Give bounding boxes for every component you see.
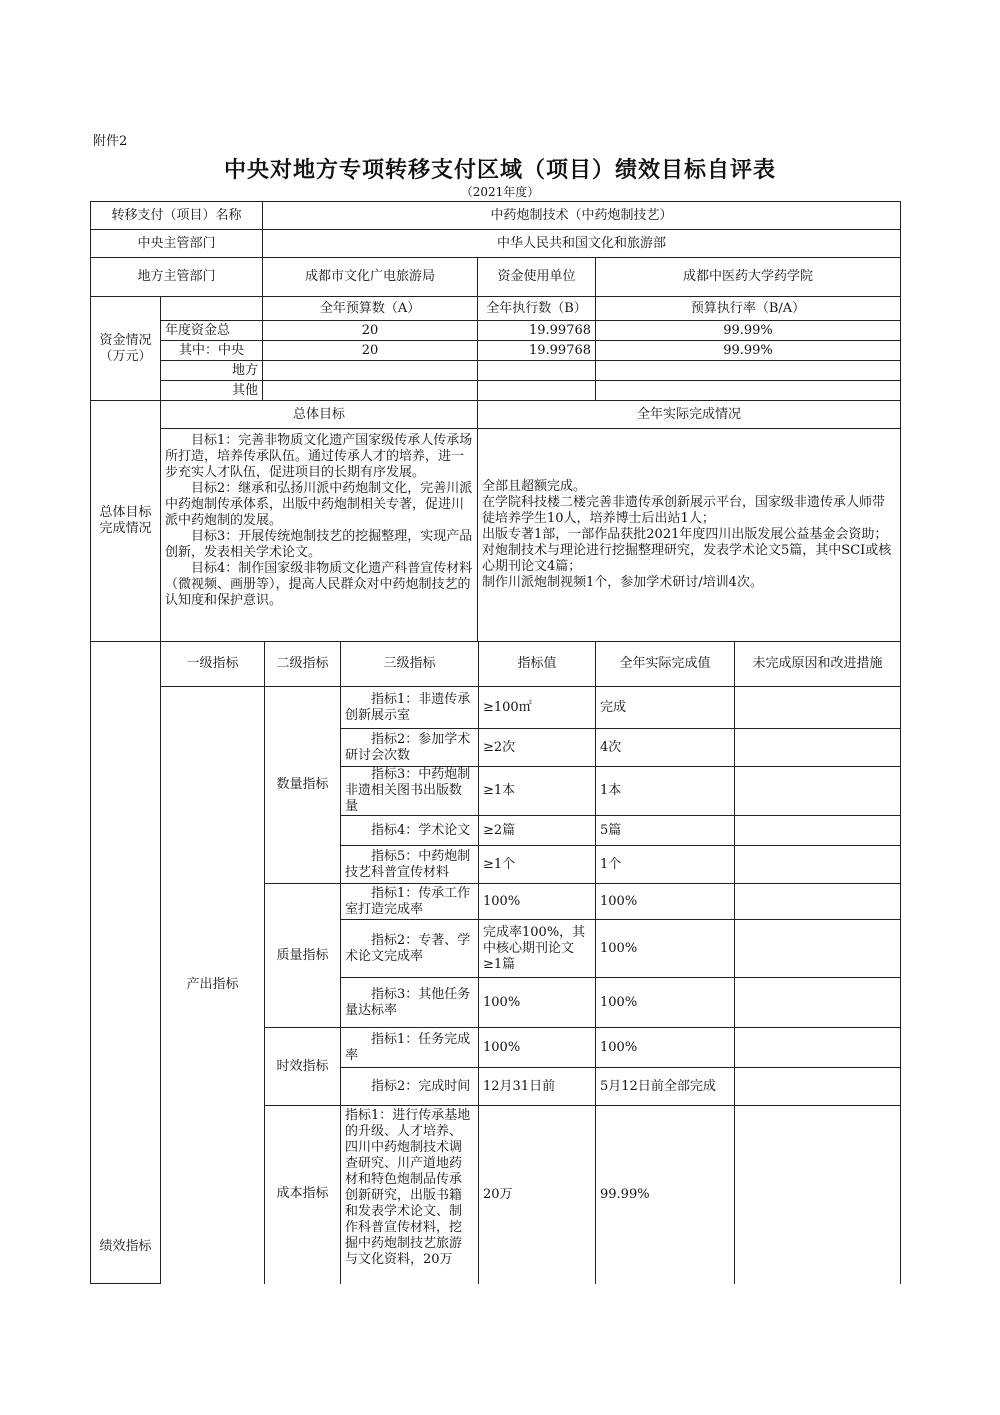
funds-row-exec: 19.99768 xyxy=(478,341,596,361)
actual-cell: 99.99% xyxy=(596,1106,735,1284)
reason-cell xyxy=(735,1106,901,1284)
actual-cell: 100% xyxy=(596,884,735,920)
central-dept-label: 中央主管部门 xyxy=(91,230,263,258)
goal-line: 目标4：制作国家级非物质文化遗产科普宣传材料（微视频、画册等），提高人民群众对中药炮制技艺的认知度和保护意识。 xyxy=(165,561,473,608)
reason-cell xyxy=(735,816,901,846)
funds-row-label: 地方 xyxy=(161,361,263,381)
indicator-cell: 指标2：专著、学术论文完成率 xyxy=(341,920,479,978)
annex-label: 附件2 xyxy=(93,134,128,149)
level2-quality: 质量指标 xyxy=(265,884,341,1028)
funds-col-exec: 全年执行数（B） xyxy=(478,297,596,321)
target-cell: ≥2篇 xyxy=(479,816,596,846)
funds-row-budget xyxy=(263,361,478,381)
funds-row-label: 年度资金总 xyxy=(161,321,263,341)
indicator-cell: 指标1：任务完成率 xyxy=(341,1028,479,1068)
report-year: （2021年度） xyxy=(460,185,540,199)
project-name-value: 中药炮制技术（中药炮制技艺） xyxy=(263,202,901,230)
project-name-label: 转移支付（项目）名称 xyxy=(91,202,263,230)
funds-row-budget: 20 xyxy=(263,341,478,361)
header-level2: 二级指标 xyxy=(265,642,341,687)
funds-header-blank xyxy=(161,297,263,321)
local-dept-label: 地方主管部门 xyxy=(91,258,263,297)
target-cell: ≥1个 xyxy=(479,846,596,884)
target-cell: 100% xyxy=(479,884,596,920)
reason-cell xyxy=(735,920,901,978)
target-cell: 12月31日前 xyxy=(479,1068,596,1106)
header-reason: 未完成原因和改进措施 xyxy=(735,642,901,687)
actual-line: 制作川派炮制视频1个，参加学术研讨/培训4次。 xyxy=(482,575,763,590)
funds-row-rate: 99.99% xyxy=(596,341,901,361)
level2-timeliness: 时效指标 xyxy=(265,1028,341,1106)
indicator-cell: 指标1：进行传承基地的升级、人才培养、四川中药炮制技术调查研究、川产道地药材和特色炮制品传承创新研究，出版书籍和发表学术论文、制作科普宣传材料，挖掘中药炮制技艺旅游与文化资料，20万 xyxy=(341,1106,479,1284)
actual-line: 对炮制技术与理论进行挖掘整理研究，发表学术论文5篇，其中SCI或核心期刊论文4篇； xyxy=(482,543,892,574)
reason-cell xyxy=(735,884,901,920)
target-cell: 20万 xyxy=(479,1106,596,1284)
header-level3: 三级指标 xyxy=(341,642,479,687)
funds-row-exec xyxy=(478,381,596,401)
indicator-cell: 指标5：中药炮制技艺科普宣传材料 xyxy=(341,846,479,884)
info-table xyxy=(90,201,901,642)
actual-cell: 100% xyxy=(596,1028,735,1068)
header-actual: 全年实际完成值 xyxy=(596,642,735,687)
level1-output: 产出指标 xyxy=(161,687,265,1284)
central-dept-value: 中华人民共和国文化和旅游部 xyxy=(263,230,901,258)
reason-cell xyxy=(735,687,901,729)
level2-quantity: 数量指标 xyxy=(265,687,341,884)
level2-cost: 成本指标 xyxy=(265,1106,341,1284)
funds-row-exec: 19.99768 xyxy=(478,321,596,341)
actual-text xyxy=(478,429,901,642)
local-dept-value: 成都市文化广电旅游局 xyxy=(263,258,478,297)
indicator-cell: 指标3：其他任务量达标率 xyxy=(341,978,479,1028)
actual-cell: 100% xyxy=(596,978,735,1028)
funds-row-label: 其中：中央 xyxy=(161,341,263,361)
reason-cell xyxy=(735,846,901,884)
actual-cell: 1个 xyxy=(596,846,735,884)
target-cell: ≥1本 xyxy=(479,767,596,816)
actual-line: 全部且超额完成。 xyxy=(482,479,587,494)
user-unit-label: 资金使用单位 xyxy=(478,258,596,297)
funds-row-exec xyxy=(478,361,596,381)
target-cell: 完成率100%，其中核心期刊论文≥1篇 xyxy=(479,920,596,978)
goal-line: 目标1：完善非物质文化遗产国家级传承人传承场所打造，培养传承队伍。通过传承人才的培养，进一步充实人才队伍，促进项目的长期有序发展。 xyxy=(165,433,473,480)
indicator-cell: 指标3：中药炮制非遗相关图书出版数量 xyxy=(341,767,479,816)
indicator-cell: 指标2：参加学术研讨会次数 xyxy=(341,729,479,767)
perf-label: 绩效指标 xyxy=(91,642,161,1284)
actual-cell: 1本 xyxy=(596,767,735,816)
actual-cell: 完成 xyxy=(596,687,735,729)
target-cell: 100% xyxy=(479,978,596,1028)
funds-row-rate: 99.99% xyxy=(596,321,901,341)
funds-row-rate xyxy=(596,381,901,401)
indicator-cell: 指标4：学术论文 xyxy=(341,816,479,846)
page-title: 中央对地方专项转移支付区域（项目）绩效目标自评表 xyxy=(223,158,776,183)
funds-col-budget: 全年预算数（A） xyxy=(263,297,478,321)
goals-col-actual: 全年实际完成情况 xyxy=(478,401,901,429)
header-target: 指标值 xyxy=(479,642,596,687)
funds-col-rate: 预算执行率（B/A） xyxy=(596,297,901,321)
funds-row-budget: 20 xyxy=(263,321,478,341)
actual-cell: 5篇 xyxy=(596,816,735,846)
actual-cell: 100% xyxy=(596,920,735,978)
goals-text xyxy=(161,429,478,642)
indicator-cell: 指标1：传承工作室打造完成率 xyxy=(341,884,479,920)
funds-label: 资金情况（万元） xyxy=(91,297,161,401)
reason-cell xyxy=(735,1028,901,1068)
goal-line: 目标2：继承和弘扬川派中药炮制文化，完善川派中药炮制传承体系，出版中药炮制相关专著，促进川派中药炮制的发展。 xyxy=(165,481,473,528)
indicator-cell: 指标1：非遗传承创新展示室 xyxy=(341,687,479,729)
reason-cell xyxy=(735,729,901,767)
actual-line: 在学院科技楼二楼完善非遗传承创新展示平台，国家级非遗传承人师带徒培养学生10人，培养博士后出站1人； xyxy=(482,495,886,526)
reason-cell xyxy=(735,1068,901,1106)
actual-cell: 4次 xyxy=(596,729,735,767)
reason-cell xyxy=(735,767,901,816)
target-cell: ≥100㎡ xyxy=(479,687,596,729)
actual-cell: 5月12日前全部完成 xyxy=(596,1068,735,1106)
performance-table xyxy=(90,641,901,1284)
funds-row-budget xyxy=(263,381,478,401)
funds-row-rate xyxy=(596,361,901,381)
user-unit-value: 成都中医药大学药学院 xyxy=(596,258,901,297)
goals-col-goal: 总体目标 xyxy=(161,401,478,429)
goals-label: 总体目标完成情况 xyxy=(91,401,161,642)
target-cell: ≥2次 xyxy=(479,729,596,767)
indicator-cell: 指标2：完成时间 xyxy=(341,1068,479,1106)
actual-line: 出版专著1部，一部作品获批2021年度四川出版发展公益基金会资助； xyxy=(482,527,888,542)
goal-line: 目标3：开展传统炮制技艺的挖掘整理，实现产品创新，发表相关学术论文。 xyxy=(165,529,473,560)
header-level1: 一级指标 xyxy=(161,642,265,687)
target-cell: 100% xyxy=(479,1028,596,1068)
reason-cell xyxy=(735,978,901,1028)
funds-row-label: 其他 xyxy=(161,381,263,401)
